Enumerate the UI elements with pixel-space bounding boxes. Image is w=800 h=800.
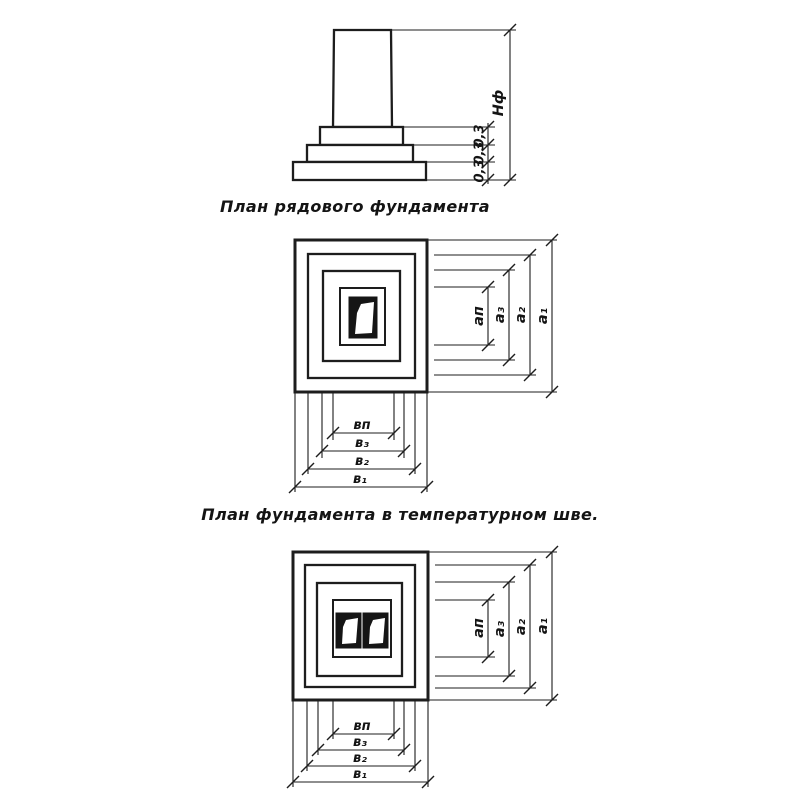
dim-label-a-p: ап [471,618,487,638]
column-socket-left [336,613,361,648]
dim-label-b-p: вп [353,418,371,433]
column-socket [349,297,377,338]
total-height-label: Нф [491,89,507,117]
column-socket-right [363,613,388,648]
elevation-view [293,24,516,186]
column [333,30,392,127]
step-1 [320,127,403,145]
dim-label-b-3: в₃ [355,436,369,451]
step-height-label: 0,3 [472,141,488,165]
dim-label-b-2: в₂ [355,454,369,469]
dim-label-a-2: а₂ [513,306,529,324]
dim-label-a-3: а₃ [492,620,508,638]
plan2-right-dimensions [428,546,558,706]
plan-expansion-joint [287,546,558,788]
plan1-right-dimensions [427,234,558,398]
step-2 [307,145,413,162]
dim-label-a-3: а₃ [492,306,508,324]
dim-label-a-1: а₁ [535,617,551,635]
plan1-bottom-dimensions [289,392,433,493]
dim-label-b-2: в₂ [353,751,367,766]
step-3 [293,162,426,180]
plan-ordinary [289,234,558,493]
step-height-label: 0,3 [472,124,488,148]
dim-label-b-3: в₃ [353,735,367,750]
caption-expansion-plan: План фундамента в температурном шве. [201,505,599,524]
dim-label-b-1: в₁ [353,767,367,782]
dim-label-a-2: а₂ [513,618,529,636]
dim-label-b-p: вп [353,719,371,734]
dim-label-b-1: в₁ [353,472,367,487]
plan2-bottom-dimensions [287,700,434,788]
dim-label-a-p: ап [471,306,487,326]
step-height-label: 0,3 [472,159,488,183]
dim-label-a-1: а₁ [535,307,551,325]
caption-ordinary-plan: План рядового фундамента [220,197,490,216]
step-height-dimension [473,121,495,186]
